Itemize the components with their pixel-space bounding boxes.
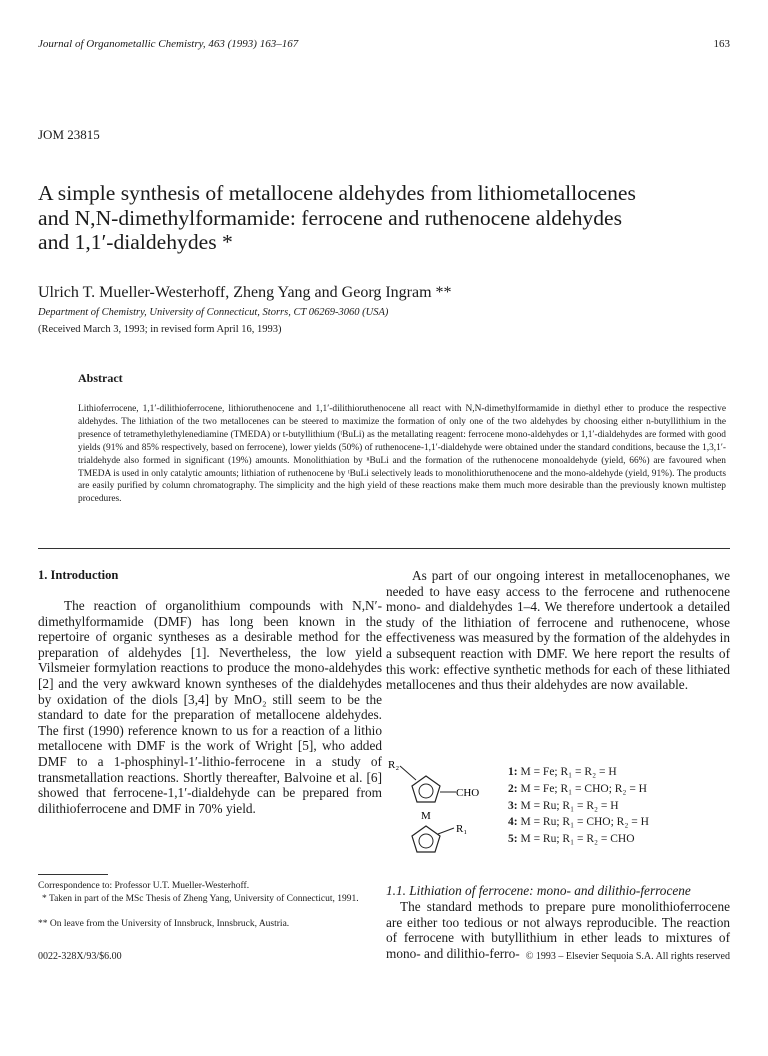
compound-2: 2: M = Fe; R₁ = CHO; R₂ = H: [508, 782, 647, 795]
received-date: (Received March 3, 1993; in revised form April 16, 1993): [38, 324, 282, 335]
authors: Ulrich T. Mueller-Westerhoff, Zheng Yang and Georg Ingram **: [38, 284, 452, 301]
title-line: and N,N-dimethylformamide: ferrocene and ruthenocene aldehydes: [38, 205, 622, 230]
abstract-text: Lithioferrocene, 1,1′-dilithioferrocene, lithioruthenocene and 1,1′-dilithioruthenocene all react with N,N-dimethylformamide in diethyl ether to produce the respective aldehydes. The lithiation of the two metallocenes can be steered to maximize the formation of only one of the two aldehydes by choosing either n-butyllithium in the presence of tetramethylethylenediamine (TMEDA) or t-butyllithium (ᵗBuLi) as the metallating reagent: ferrocene mono-aldehydes or 1,1′-dialdehydes are formed with good yields (91% and 85% respectively, based on ferrocene), lower yields (50%) of ruthenocene-1,1′-dialdehyde were obtained under the standard conditions, because the 1,3,1′-trialdehyde also formed in significant (19%) amounts. Monolithiation by ⁿBuLi and the formation of the ruthenocene monoaldehyde (yield, 66%) are favoured when TMEDA is used in only catalytic amounts; lithiation of ruthenocene by ᵗBuLi selectively leads to monolithioruthenocene and the mono-aldehyde (yield, 91%). The products are easily purified by column chromatography. The simplicity and the high yield of these reactions make them much more desirable than the previously known multistep procedures.: [78, 404, 726, 505]
abstract-heading: Abstract: [78, 371, 123, 385]
intro-paragraph: [38, 598, 382, 816]
section-heading-introduction: 1. Introduction: [38, 568, 119, 582]
affiliation: Department of Chemistry, University of Connecticut, Storrs, CT 06269-3060 (USA): [38, 307, 389, 318]
jom-id: JOM 23815: [38, 127, 100, 142]
title-line: A simple synthesis of metallocene aldehydes from lithiometallocenes: [38, 181, 636, 205]
copyright: © 1993 – Elsevier Sequoia S.A. All rights reserved: [525, 951, 730, 962]
journal-header: Journal of Organometallic Chemistry, 463 (1993) 163–167: [38, 38, 299, 50]
compound-list: [508, 764, 649, 848]
compound-4: 4: M = Ru; R₁ = CHO; R₂ = H: [508, 816, 649, 829]
intro-text: The reaction of organolithium compounds with N,N′-dimethylformamide (DMF) has long been known in the repertoire of organic syntheses as a desirable method for the preparation of aldehydes [1]. Nevertheless, the low yield Vilsmeier formylation reactions to produce the mono-aldehydes [2] and the very awkward known syntheses of the dialdehydes by oxidation of the diols [3,4] by MnO₂ still seem to be the standard to date for the preparation of metallocene aldehydes. The first (1990) reference known to us for a reaction of a lithio metallocene with DMF is the work of Wright [5], who added DMF to a 1-phosphinyl-1′-lithio-ferrocene in a study of transmetallation reactions. Shortly thereafter, Balvoine et al. [6] showed that ferrocene-1,1′-dialdehyde can be prepared from dilithioferrocene and DMF in 70% yield.: [38, 598, 382, 816]
right-column-paragraph: [386, 568, 730, 693]
footnote-leave: ** On leave from the University of Innsbruck, Innsbruck, Austria.: [38, 919, 290, 929]
issn-code: 0022-328X/93/$6.00: [38, 951, 122, 962]
subsection-text: The standard methods to prepare pure monolithioferrocene are either too tedious or not always reproducible. The reaction of ferrocene with butyllithium in ether leads to mixtures of mono- and dilithio-ferro-: [386, 899, 730, 961]
footnote-divider: [38, 874, 108, 875]
compound-5: 5: M = Ru; R₁ = R₂ = CHO: [508, 833, 635, 846]
metal-label: M: [421, 810, 431, 822]
page-number: 163: [713, 38, 730, 50]
r1-label: R₁: [456, 823, 468, 835]
right-paragraph-text: As part of our ongoing interest in metallocenophanes, we needed to have easy access to the ferrocene and ruthenocene mono- and dialdehydes 1–4. We therefore undertook a detailed study of the lithiation of ferrocene and ruthenocene, whose effectiveness was measured by the formation of the aldehydes in a subsequent reaction with DMF. We here report the results of this work: effective synthetic methods for each of these lithiated metallocenes and thus their aldehydes are now available.: [386, 568, 730, 693]
r1-bond: [438, 828, 454, 834]
compound-1: 1: M = Fe; R₁ = R₂ = H: [508, 766, 617, 778]
subsection-heading: 1.1. Lithiation of ferrocene: mono- and dilithio-ferrocene: [386, 883, 691, 898]
r2-bond: [400, 766, 416, 780]
cho-label: CHO: [456, 787, 480, 799]
footnote-thesis: * Taken in part of the MSc Thesis of Zheng Yang, University of Connecticut, 1991.: [42, 894, 359, 904]
paper-title: [38, 181, 738, 255]
compound-3: 3: M = Ru; R₁ = R₂ = H: [508, 799, 619, 812]
upper-ring-circle: [419, 784, 433, 798]
footnote-correspondence: Correspondence to: Professor U.T. Mueller-Westerhoff.: [38, 881, 250, 891]
section-divider: [38, 548, 730, 549]
metallocene-structure: [386, 756, 506, 866]
lower-ring-circle: [419, 834, 433, 848]
title-line: and 1,1′-dialdehydes *: [38, 230, 233, 254]
r2-label: R₂: [388, 759, 400, 771]
